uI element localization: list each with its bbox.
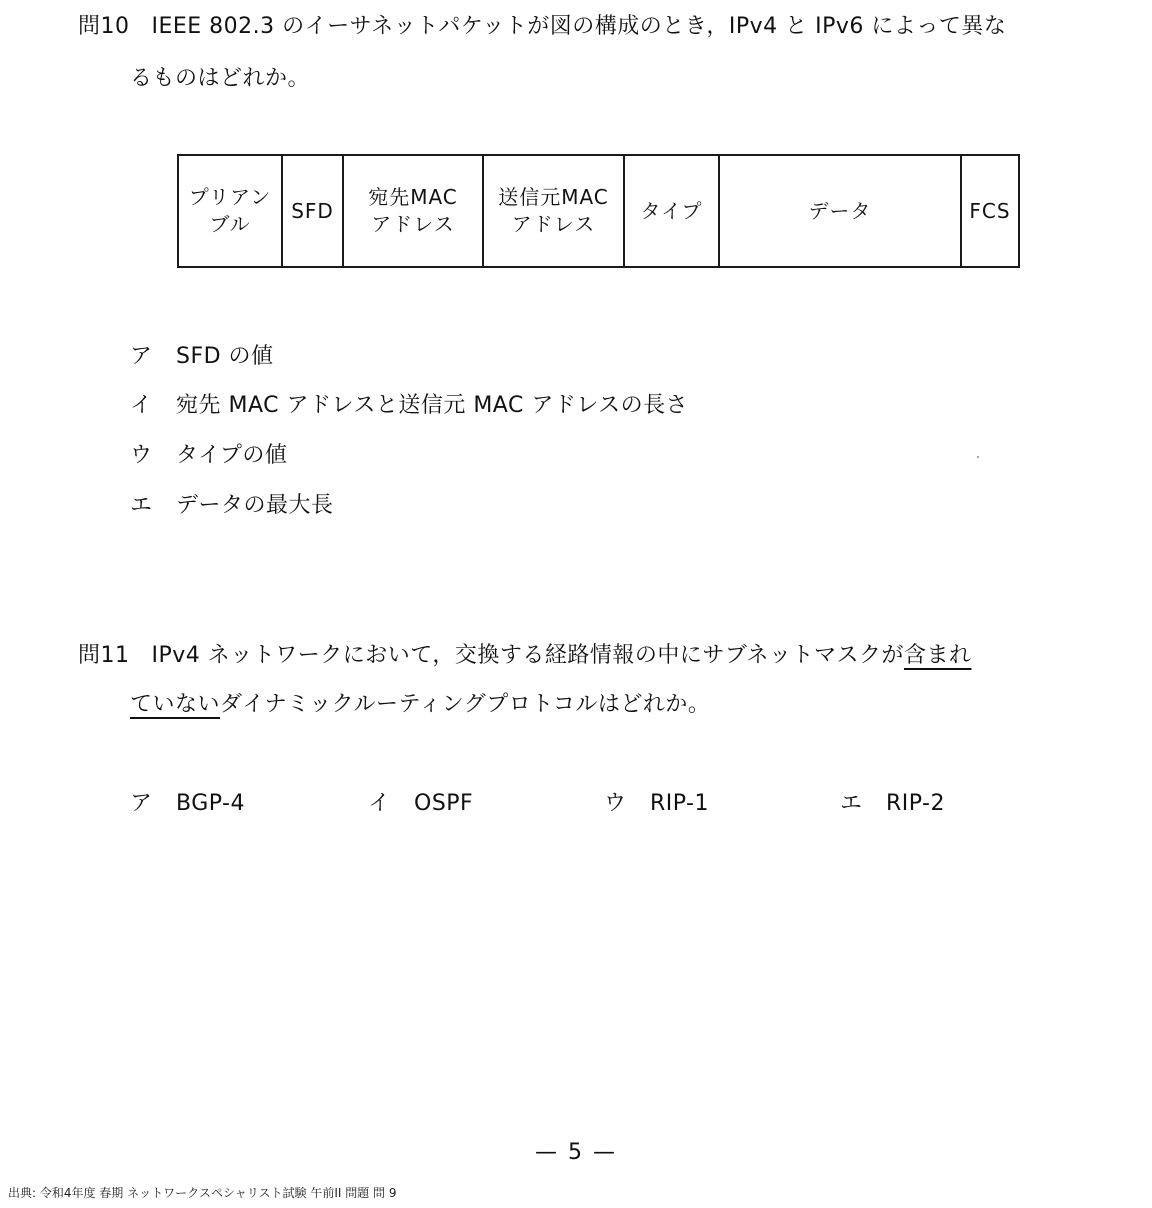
choice-mark: ア bbox=[130, 344, 153, 369]
choice-mark: ウ bbox=[604, 791, 627, 816]
ethernet-packet-diagram bbox=[177, 154, 1020, 268]
q11-line-1 bbox=[78, 641, 971, 671]
q11-line-2 bbox=[130, 690, 710, 720]
packet-field-src-mac: 送信元MAC アドレス bbox=[484, 156, 625, 266]
choice-mark: エ bbox=[130, 493, 153, 518]
q10-text-line-2: るものはどれか。 bbox=[130, 66, 311, 91]
q11-choice-i bbox=[368, 789, 473, 819]
q10-line-1 bbox=[78, 12, 1006, 42]
choice-text: タイプの値 bbox=[176, 443, 288, 468]
choice-text: SFD の値 bbox=[176, 344, 274, 369]
choice-mark: ア bbox=[130, 791, 153, 816]
choice-mark: イ bbox=[130, 393, 153, 418]
choice-text: OSPF bbox=[414, 791, 474, 816]
choice-text: BGP-4 bbox=[176, 791, 245, 816]
q10-choice-e bbox=[130, 491, 334, 521]
q11-choice-a bbox=[130, 789, 245, 819]
packet-field-fcs: FCS bbox=[969, 198, 1011, 223]
packet-field-sfd: SFD bbox=[283, 156, 344, 266]
packet-field-data: データ bbox=[720, 156, 962, 266]
choice-mark: イ bbox=[368, 791, 391, 816]
packet-field-preamble: プリアン ブル bbox=[179, 156, 283, 266]
packet-field-dest-mac: 宛先MAC アドレス bbox=[344, 156, 484, 266]
q10-choice-u bbox=[130, 441, 287, 471]
q10-number: 問10 bbox=[78, 14, 130, 39]
packet-field-type: タイプ bbox=[625, 156, 720, 266]
source-citation: 出典: 令和4年度 春期 ネットワークスペシャリスト試験 午前II 問題 問 9 bbox=[8, 1186, 397, 1200]
q11-underlined-text-2: ていない bbox=[130, 692, 221, 717]
choice-text: データの最大長 bbox=[176, 493, 334, 518]
choice-mark: エ bbox=[840, 791, 863, 816]
scan-speck bbox=[977, 456, 979, 458]
q11-choice-e bbox=[840, 789, 945, 819]
q10-text-line-1: IEEE 802.3 のイーサネットパケットが図の構成のとき，IPv4 と IPv6 によって異な bbox=[151, 14, 1007, 39]
choice-mark: ウ bbox=[130, 443, 153, 468]
q11-text-line-2: ダイナミックルーティングプロトコルはどれか。 bbox=[220, 692, 711, 717]
q11-choice-u bbox=[604, 789, 709, 819]
q11-number: 問11 bbox=[78, 643, 130, 668]
page-number: — 5 — bbox=[535, 1140, 617, 1165]
choice-text: RIP-1 bbox=[650, 791, 709, 816]
q10-choice-i bbox=[130, 391, 688, 421]
choice-text: RIP-2 bbox=[886, 791, 945, 816]
q11-text-line-1: IPv4 ネットワークにおいて，交換する経路情報の中にサブネットマスクが bbox=[151, 643, 904, 668]
q10-choice-a bbox=[130, 342, 274, 372]
choice-text: 宛先 MAC アドレスと送信元 MAC アドレスの長さ bbox=[176, 393, 689, 418]
q11-underlined-text-1: 含まれ bbox=[903, 643, 972, 668]
